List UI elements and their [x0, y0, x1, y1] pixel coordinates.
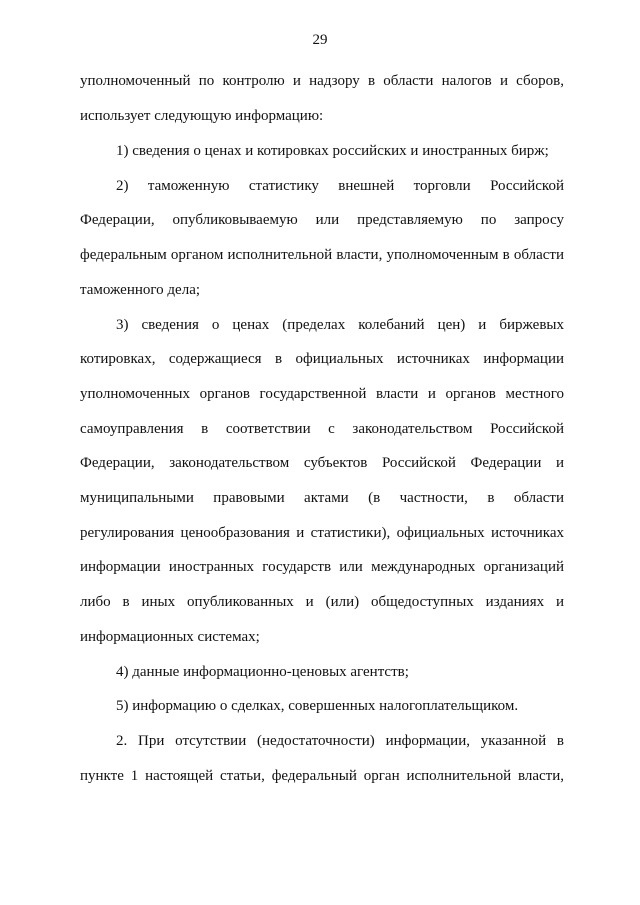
page-number: 29 [312, 32, 328, 48]
text-line: федеральным органом исполнительной власти, уполномоченным в области [80, 247, 564, 263]
text-line: самоуправления в соответствии с законодательством Российской [80, 421, 564, 437]
text-line: 1) сведения о ценах и котировках российских и иностранных бирж; [116, 143, 549, 159]
text-line: 5) информацию о сделках, совершенных налогоплательщиком. [116, 698, 519, 714]
text-line: регулирования ценообразования и статистики), официальных источниках [80, 525, 564, 541]
text-line: уполномоченный по контролю и надзору в области налогов и сборов, [80, 73, 564, 89]
text-line: Федерации, законодательством субъектов Российской Федерации и [80, 455, 564, 471]
text-line: котировках, содержащиеся в официальных источниках информации [80, 351, 564, 367]
text-line: 4) данные информационно-ценовых агентств; [116, 664, 409, 680]
text-line: 3) сведения о ценах (пределах колебаний цен) и биржевых [116, 317, 564, 333]
text-line: 2) таможенную статистику внешней торговли Российской [116, 178, 564, 194]
text-line: Федерации, опубликовываемую или представляемую по запросу [80, 212, 564, 228]
text-line: таможенного дела; [80, 282, 201, 298]
text-line: информации иностранных государств или международных организаций [80, 559, 564, 575]
text-line: пункте 1 настоящей статьи, федеральный орган исполнительной власти, [80, 768, 564, 784]
text-line: либо в иных опубликованных и (или) общедоступных изданиях и [80, 594, 564, 610]
text-line: 2. При отсутствии (недостаточности) информации, указанной в [116, 733, 564, 749]
text-line: информационных системах; [80, 629, 260, 645]
text-line: уполномоченных органов государственной власти и органов местного [80, 386, 564, 402]
text-line: муниципальными правовыми актами (в частности, в области [80, 490, 564, 506]
text-line: использует следующую информацию: [80, 108, 324, 124]
